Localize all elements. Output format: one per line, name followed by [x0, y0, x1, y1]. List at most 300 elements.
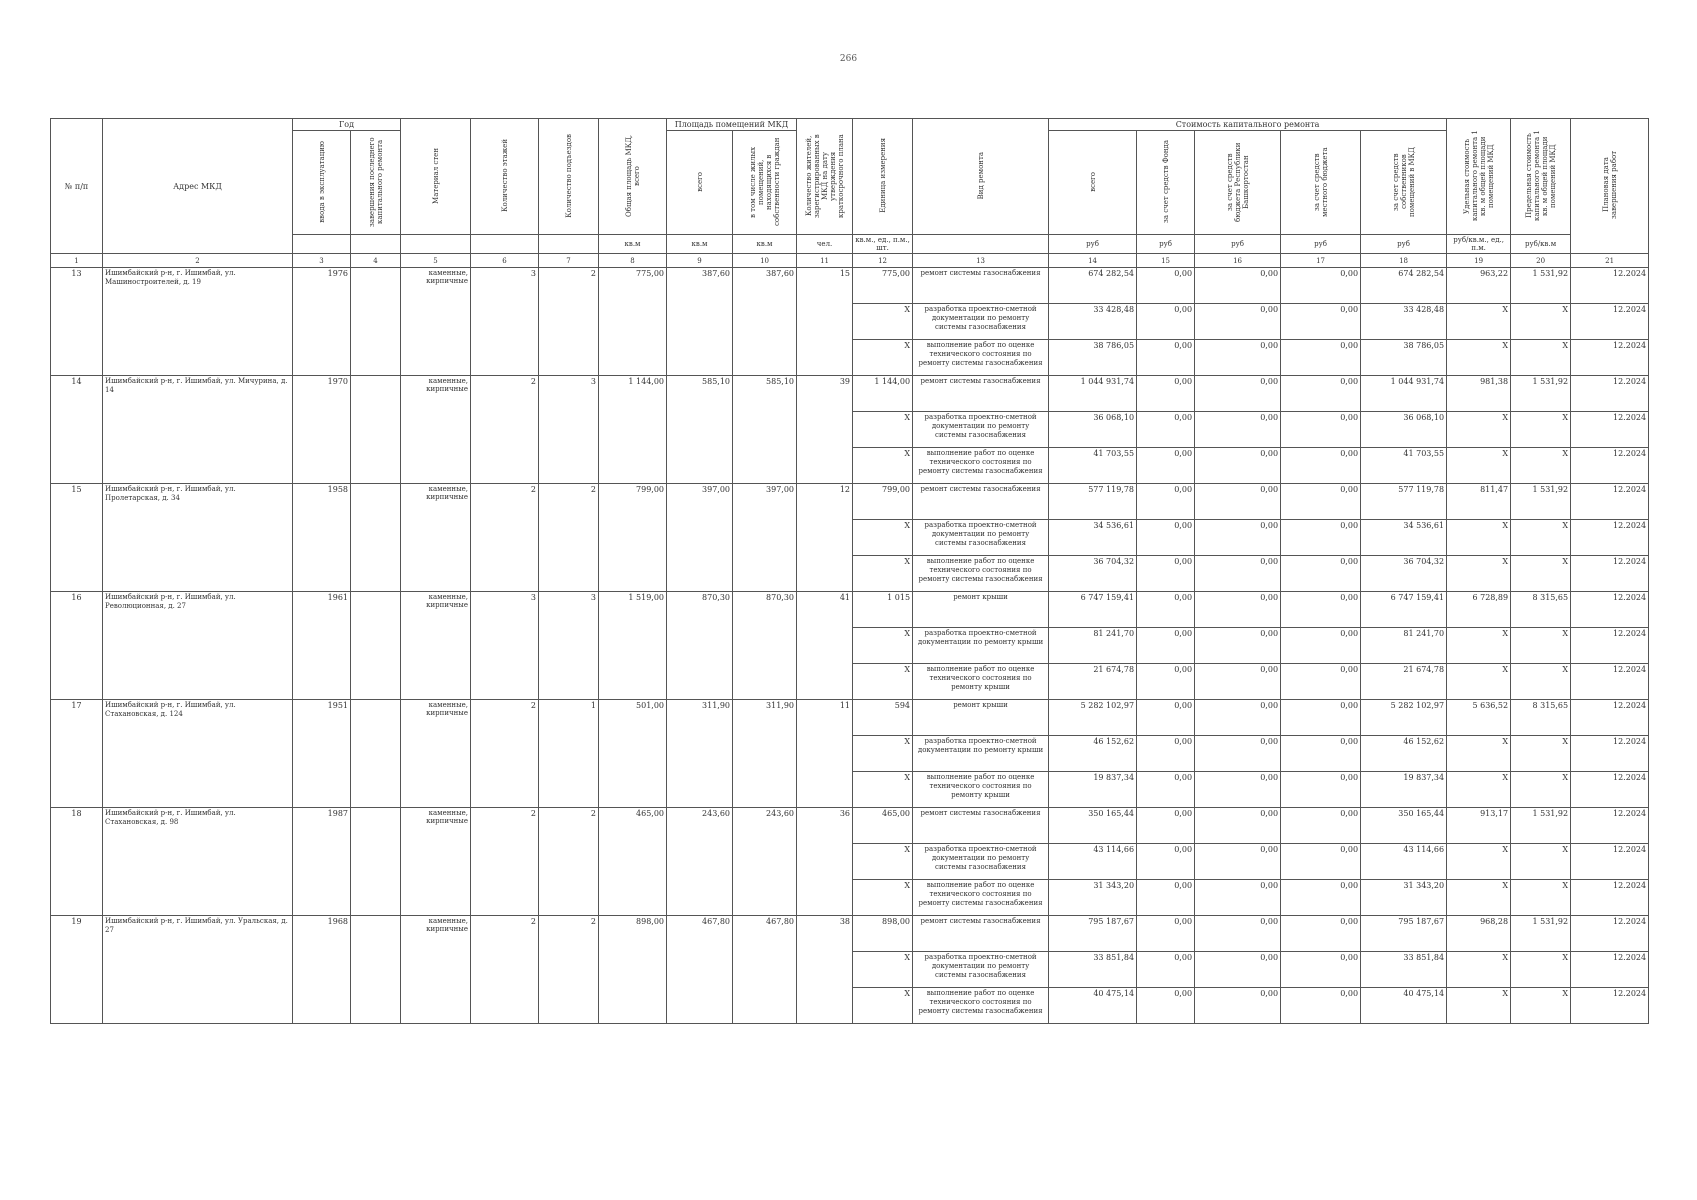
unit-cell: руб/кв.м: [1511, 235, 1571, 254]
row-repair-kind: ремонт системы газоснабжения: [913, 808, 1049, 844]
row-cost-local: 0,00: [1281, 988, 1361, 1024]
row-cost-total: 43 114,66: [1049, 844, 1137, 880]
row-floors: 2: [471, 376, 539, 484]
row-area-all: 870,30: [667, 592, 733, 700]
column-number: 4: [351, 254, 401, 268]
row-last-repair: [351, 484, 401, 592]
row-cost-owners: 1 044 931,74: [1361, 376, 1447, 412]
row-area-all: 467,80: [667, 916, 733, 1024]
row-cost-local: 0,00: [1281, 808, 1361, 844]
header-floors: Количество этажей: [471, 119, 539, 235]
table-body: [51, 268, 1649, 1024]
row-last-repair: [351, 700, 401, 808]
row-area-residential: 585,10: [733, 376, 797, 484]
page-number: 266: [839, 54, 858, 64]
row-unit-cost: X: [1447, 628, 1511, 664]
row-limit-cost: 1 531,92: [1511, 808, 1571, 844]
column-number: 7: [539, 254, 599, 268]
row-number: 18: [51, 808, 103, 916]
unit-cell: чел.: [797, 235, 853, 254]
row-unit-cost: X: [1447, 556, 1511, 592]
column-number: 1: [51, 254, 103, 268]
row-unit-cost: 5 636,52: [1447, 700, 1511, 736]
row-limit-cost: X: [1511, 448, 1571, 484]
row-cost-owners: 795 187,67: [1361, 916, 1447, 952]
row-plan-date: 12.2024: [1571, 736, 1649, 772]
row-area-all: 387,60: [667, 268, 733, 376]
column-number: 15: [1137, 254, 1195, 268]
row-cost-republic: 0,00: [1195, 628, 1281, 664]
column-number: 8: [599, 254, 667, 268]
row-unit: 799,00: [853, 484, 913, 520]
row-unit: 465,00: [853, 808, 913, 844]
row-plan-date: 12.2024: [1571, 448, 1649, 484]
row-unit: X: [853, 412, 913, 448]
row-cost-owners: 21 674,78: [1361, 664, 1447, 700]
row-cost-republic: 0,00: [1195, 808, 1281, 844]
row-unit: 775,00: [853, 268, 913, 304]
table-row: [51, 808, 1649, 844]
row-number: 15: [51, 484, 103, 592]
row-last-repair: [351, 376, 401, 484]
row-cost-local: 0,00: [1281, 340, 1361, 376]
column-number: 17: [1281, 254, 1361, 268]
header-area-residential: в том числе жилых помещений, находящихся в собственности граждан: [733, 131, 797, 235]
row-cost-fund: 0,00: [1137, 448, 1195, 484]
column-number: 12: [853, 254, 913, 268]
header-limit-cost: Предельная стоимость капитального ремонта 1 кв. м общей площади помещений МКД: [1511, 119, 1571, 235]
unit-cell: кв.м: [667, 235, 733, 254]
header-built: ввода в эксплуатацию: [293, 131, 351, 235]
row-limit-cost: 1 531,92: [1511, 376, 1571, 412]
row-unit-cost: X: [1447, 304, 1511, 340]
row-cost-owners: 81 241,70: [1361, 628, 1447, 664]
row-cost-owners: 350 165,44: [1361, 808, 1447, 844]
row-plan-date: 12.2024: [1571, 628, 1649, 664]
row-cost-local: 0,00: [1281, 844, 1361, 880]
row-repair-kind: выполнение работ по оценке технического состояния по ремонту системы газоснабжения: [913, 556, 1049, 592]
row-cost-local: 0,00: [1281, 376, 1361, 412]
header-residents: Количество жителей, зарегистрированных в МКД на дату утверждения краткосрочного плана: [797, 119, 853, 235]
row-cost-owners: 46 152,62: [1361, 736, 1447, 772]
row-unit: 594: [853, 700, 913, 736]
row-residents: 15: [797, 268, 853, 376]
row-unit: X: [853, 880, 913, 916]
header-cost-local: за счет средств местного бюджета: [1281, 131, 1361, 235]
row-repair-kind: разработка проектно-сметной документации по ремонту крыши: [913, 736, 1049, 772]
row-limit-cost: X: [1511, 520, 1571, 556]
row-cost-republic: 0,00: [1195, 664, 1281, 700]
row-year-built: 1958: [293, 484, 351, 592]
row-wall-material: каменные, кирпичные: [401, 268, 471, 376]
header-cost-republic: за счет средств бюджета Республики Башкортостан: [1195, 131, 1281, 235]
row-unit: X: [853, 340, 913, 376]
row-cost-total: 81 241,70: [1049, 628, 1137, 664]
row-cost-republic: 0,00: [1195, 880, 1281, 916]
row-cost-republic: 0,00: [1195, 304, 1281, 340]
row-cost-local: 0,00: [1281, 412, 1361, 448]
column-number: 18: [1361, 254, 1447, 268]
row-cost-republic: 0,00: [1195, 772, 1281, 808]
row-cost-fund: 0,00: [1137, 592, 1195, 628]
row-last-repair: [351, 268, 401, 376]
row-repair-kind: разработка проектно-сметной документации по ремонту крыши: [913, 628, 1049, 664]
table-row: [51, 484, 1649, 520]
row-plan-date: 12.2024: [1571, 520, 1649, 556]
row-cost-total: 5 282 102,97: [1049, 700, 1137, 736]
row-cost-fund: 0,00: [1137, 520, 1195, 556]
unit-cell: [351, 235, 401, 254]
row-repair-kind: ремонт системы газоснабжения: [913, 916, 1049, 952]
row-area-residential: 387,60: [733, 268, 797, 376]
row-year-built: 1976: [293, 268, 351, 376]
row-plan-date: 12.2024: [1571, 916, 1649, 952]
table-row: [51, 376, 1649, 412]
row-cost-owners: 36 704,32: [1361, 556, 1447, 592]
row-limit-cost: X: [1511, 664, 1571, 700]
row-unit: X: [853, 844, 913, 880]
row-wall-material: каменные, кирпичные: [401, 376, 471, 484]
row-cost-total: 577 119,78: [1049, 484, 1137, 520]
row-cost-total: 6 747 159,41: [1049, 592, 1137, 628]
column-number: 11: [797, 254, 853, 268]
row-wall-material: каменные, кирпичные: [401, 484, 471, 592]
header-area-group: Площадь помещений МКД: [667, 119, 797, 131]
row-residents: 38: [797, 916, 853, 1024]
column-number: 20: [1511, 254, 1571, 268]
row-cost-fund: 0,00: [1137, 340, 1195, 376]
row-entrances: 2: [539, 916, 599, 1024]
row-unit-cost: X: [1447, 988, 1511, 1024]
row-unit: X: [853, 304, 913, 340]
row-last-repair: [351, 808, 401, 916]
row-cost-fund: 0,00: [1137, 304, 1195, 340]
row-repair-kind: разработка проектно-сметной документации по ремонту системы газоснабжения: [913, 412, 1049, 448]
column-number: 3: [293, 254, 351, 268]
row-repair-kind: разработка проектно-сметной документации по ремонту системы газоснабжения: [913, 952, 1049, 988]
unit-cell: руб: [1049, 235, 1137, 254]
row-cost-republic: 0,00: [1195, 700, 1281, 736]
row-repair-kind: ремонт системы газоснабжения: [913, 484, 1049, 520]
row-plan-date: 12.2024: [1571, 808, 1649, 844]
row-cost-owners: 34 536,61: [1361, 520, 1447, 556]
row-cost-local: 0,00: [1281, 556, 1361, 592]
header-unit-cost: Удельная стоимость капитального ремонта 1 кв. м общей площади помещений МКД: [1447, 119, 1511, 235]
row-limit-cost: 1 531,92: [1511, 268, 1571, 304]
unit-cell: руб: [1137, 235, 1195, 254]
row-unit: X: [853, 628, 913, 664]
table-row: [51, 700, 1649, 736]
row-plan-date: 12.2024: [1571, 340, 1649, 376]
row-area-all: 243,60: [667, 808, 733, 916]
row-cost-local: 0,00: [1281, 520, 1361, 556]
row-cost-total: 674 282,54: [1049, 268, 1137, 304]
row-number: 17: [51, 700, 103, 808]
row-cost-total: 38 786,05: [1049, 340, 1137, 376]
row-repair-kind: выполнение работ по оценке технического состояния по ремонту системы газоснабжения: [913, 448, 1049, 484]
row-cost-owners: 31 343,20: [1361, 880, 1447, 916]
row-area-total: 501,00: [599, 700, 667, 808]
row-cost-fund: 0,00: [1137, 556, 1195, 592]
row-plan-date: 12.2024: [1571, 844, 1649, 880]
row-limit-cost: X: [1511, 412, 1571, 448]
row-cost-fund: 0,00: [1137, 628, 1195, 664]
row-cost-fund: 0,00: [1137, 772, 1195, 808]
row-cost-total: 36 068,10: [1049, 412, 1137, 448]
row-cost-owners: 40 475,14: [1361, 988, 1447, 1024]
row-area-total: 775,00: [599, 268, 667, 376]
row-residents: 39: [797, 376, 853, 484]
row-cost-owners: 33 851,84: [1361, 952, 1447, 988]
row-plan-date: 12.2024: [1571, 592, 1649, 628]
row-cost-fund: 0,00: [1137, 376, 1195, 412]
row-unit: X: [853, 520, 913, 556]
row-cost-total: 46 152,62: [1049, 736, 1137, 772]
row-last-repair: [351, 592, 401, 700]
row-cost-local: 0,00: [1281, 952, 1361, 988]
row-unit-cost: X: [1447, 520, 1511, 556]
row-cost-owners: 33 428,48: [1361, 304, 1447, 340]
row-repair-kind: разработка проектно-сметной документации по ремонту системы газоснабжения: [913, 304, 1049, 340]
row-year-built: 1987: [293, 808, 351, 916]
row-limit-cost: X: [1511, 952, 1571, 988]
row-last-repair: [351, 916, 401, 1024]
row-repair-kind: ремонт крыши: [913, 592, 1049, 628]
row-cost-republic: 0,00: [1195, 484, 1281, 520]
row-cost-owners: 6 747 159,41: [1361, 592, 1447, 628]
unit-cell: [471, 235, 539, 254]
row-plan-date: 12.2024: [1571, 988, 1649, 1024]
row-cost-local: 0,00: [1281, 664, 1361, 700]
row-floors: 2: [471, 808, 539, 916]
row-limit-cost: 1 531,92: [1511, 484, 1571, 520]
row-cost-total: 36 704,32: [1049, 556, 1137, 592]
row-unit-cost: 6 728,89: [1447, 592, 1511, 628]
row-residents: 36: [797, 808, 853, 916]
row-unit-cost: X: [1447, 448, 1511, 484]
row-cost-owners: 19 837,34: [1361, 772, 1447, 808]
row-cost-local: 0,00: [1281, 448, 1361, 484]
row-number: 13: [51, 268, 103, 376]
row-residents: 12: [797, 484, 853, 592]
column-number: 19: [1447, 254, 1511, 268]
row-unit-cost: X: [1447, 880, 1511, 916]
row-area-total: 1 144,00: [599, 376, 667, 484]
row-cost-fund: 0,00: [1137, 988, 1195, 1024]
row-cost-total: 1 044 931,74: [1049, 376, 1137, 412]
row-address: Ишимбайский р-н, г. Ишимбай, ул. Стахановская, д. 124: [103, 700, 293, 808]
row-unit-cost: X: [1447, 340, 1511, 376]
unit-cell: [401, 235, 471, 254]
row-cost-fund: 0,00: [1137, 664, 1195, 700]
header-last-repair: завершения последнего капитального ремонта: [351, 131, 401, 235]
row-entrances: 2: [539, 268, 599, 376]
row-cost-local: 0,00: [1281, 916, 1361, 952]
row-address: Ишимбайский р-н, г. Ишимбай, ул. Машиностроителей, д. 19: [103, 268, 293, 376]
row-floors: 2: [471, 484, 539, 592]
row-unit-cost: 963,22: [1447, 268, 1511, 304]
row-unit: X: [853, 736, 913, 772]
unit-cell: кв.м: [733, 235, 797, 254]
row-unit: X: [853, 556, 913, 592]
row-repair-kind: выполнение работ по оценке технического состояния по ремонту крыши: [913, 664, 1049, 700]
row-wall-material: каменные, кирпичные: [401, 700, 471, 808]
row-area-total: 465,00: [599, 808, 667, 916]
row-cost-republic: 0,00: [1195, 412, 1281, 448]
row-cost-republic: 0,00: [1195, 844, 1281, 880]
row-cost-local: 0,00: [1281, 700, 1361, 736]
row-cost-fund: 0,00: [1137, 916, 1195, 952]
row-area-residential: 467,80: [733, 916, 797, 1024]
row-cost-fund: 0,00: [1137, 952, 1195, 988]
row-area-total: 898,00: [599, 916, 667, 1024]
row-year-built: 1961: [293, 592, 351, 700]
row-floors: 2: [471, 700, 539, 808]
table-row: [51, 592, 1649, 628]
row-cost-republic: 0,00: [1195, 592, 1281, 628]
row-repair-kind: выполнение работ по оценке технического состояния по ремонту системы газоснабжения: [913, 880, 1049, 916]
row-cost-local: 0,00: [1281, 304, 1361, 340]
column-number: 21: [1571, 254, 1649, 268]
row-cost-owners: 577 119,78: [1361, 484, 1447, 520]
unit-cell: [913, 235, 1049, 254]
row-plan-date: 12.2024: [1571, 376, 1649, 412]
row-year-built: 1968: [293, 916, 351, 1024]
row-cost-owners: 38 786,05: [1361, 340, 1447, 376]
header-unit: Единица измерения: [853, 119, 913, 235]
row-limit-cost: X: [1511, 736, 1571, 772]
unit-cell: руб: [1281, 235, 1361, 254]
column-number: 6: [471, 254, 539, 268]
row-cost-republic: 0,00: [1195, 556, 1281, 592]
capital-repair-table: [50, 118, 1649, 1024]
row-repair-kind: ремонт системы газоснабжения: [913, 376, 1049, 412]
row-residents: 41: [797, 592, 853, 700]
header-area-all: всего: [667, 131, 733, 235]
row-unit-cost: X: [1447, 952, 1511, 988]
row-unit: X: [853, 988, 913, 1024]
row-plan-date: 12.2024: [1571, 304, 1649, 340]
row-plan-date: 12.2024: [1571, 952, 1649, 988]
row-floors: 2: [471, 916, 539, 1024]
row-limit-cost: 8 315,65: [1511, 592, 1571, 628]
row-repair-kind: выполнение работ по оценке технического состояния по ремонту системы газоснабжения: [913, 340, 1049, 376]
unit-cell: кв.м: [599, 235, 667, 254]
row-area-residential: 397,00: [733, 484, 797, 592]
row-area-residential: 243,60: [733, 808, 797, 916]
row-cost-owners: 674 282,54: [1361, 268, 1447, 304]
header-cost-owners: за счет средств собственников помещений в МКД: [1361, 131, 1447, 235]
row-plan-date: 12.2024: [1571, 484, 1649, 520]
row-plan-date: 12.2024: [1571, 700, 1649, 736]
row-cost-fund: 0,00: [1137, 412, 1195, 448]
row-limit-cost: X: [1511, 880, 1571, 916]
row-plan-date: 12.2024: [1571, 772, 1649, 808]
row-unit: X: [853, 952, 913, 988]
row-unit: 1 015: [853, 592, 913, 628]
row-cost-local: 0,00: [1281, 880, 1361, 916]
row-cost-total: 31 343,20: [1049, 880, 1137, 916]
column-number: 16: [1195, 254, 1281, 268]
unit-cell: руб/кв.м., ед., п.м.: [1447, 235, 1511, 254]
header-repair-kind: Вид ремонта: [913, 119, 1049, 235]
row-cost-total: 41 703,55: [1049, 448, 1137, 484]
row-year-built: 1970: [293, 376, 351, 484]
row-wall-material: каменные, кирпичные: [401, 592, 471, 700]
row-area-all: 585,10: [667, 376, 733, 484]
row-entrances: 3: [539, 592, 599, 700]
row-entrances: 2: [539, 808, 599, 916]
row-cost-local: 0,00: [1281, 268, 1361, 304]
header-plan-date: Плановая дата завершения работ: [1571, 119, 1649, 254]
row-cost-total: 19 837,34: [1049, 772, 1137, 808]
header-cost-total: всего: [1049, 131, 1137, 235]
row-repair-kind: разработка проектно-сметной документации по ремонту системы газоснабжения: [913, 520, 1049, 556]
row-limit-cost: X: [1511, 556, 1571, 592]
row-limit-cost: 1 531,92: [1511, 916, 1571, 952]
row-plan-date: 12.2024: [1571, 880, 1649, 916]
row-cost-republic: 0,00: [1195, 340, 1281, 376]
header-cost-group: Стоимость капитального ремонта: [1049, 119, 1447, 131]
row-cost-owners: 43 114,66: [1361, 844, 1447, 880]
row-unit-cost: X: [1447, 736, 1511, 772]
row-unit-cost: 981,38: [1447, 376, 1511, 412]
column-number: 13: [913, 254, 1049, 268]
row-cost-total: 33 428,48: [1049, 304, 1137, 340]
row-cost-fund: 0,00: [1137, 700, 1195, 736]
row-cost-fund: 0,00: [1137, 268, 1195, 304]
row-address: Ишимбайский р-н, г. Ишимбай, ул. Революционная, д. 27: [103, 592, 293, 700]
table-row: [51, 268, 1649, 304]
row-cost-fund: 0,00: [1137, 736, 1195, 772]
row-unit-cost: X: [1447, 772, 1511, 808]
row-limit-cost: X: [1511, 844, 1571, 880]
header-entrances: Количество подъездов: [539, 119, 599, 235]
unit-cell: руб: [1195, 235, 1281, 254]
row-cost-fund: 0,00: [1137, 484, 1195, 520]
row-unit-cost: X: [1447, 412, 1511, 448]
unit-cell: кв.м., ед., п.м., шт.: [853, 235, 913, 254]
row-entrances: 3: [539, 376, 599, 484]
row-cost-republic: 0,00: [1195, 952, 1281, 988]
row-limit-cost: X: [1511, 772, 1571, 808]
row-repair-kind: выполнение работ по оценке технического состояния по ремонту системы газоснабжения: [913, 988, 1049, 1024]
row-limit-cost: X: [1511, 304, 1571, 340]
row-limit-cost: 8 315,65: [1511, 700, 1571, 736]
row-number: 16: [51, 592, 103, 700]
row-entrances: 1: [539, 700, 599, 808]
row-unit-cost: 913,17: [1447, 808, 1511, 844]
column-number: 9: [667, 254, 733, 268]
row-cost-republic: 0,00: [1195, 268, 1281, 304]
header-num: № п/п: [51, 119, 103, 254]
header-address: Адрес МКД: [103, 119, 293, 254]
row-cost-republic: 0,00: [1195, 520, 1281, 556]
unit-cell: [293, 235, 351, 254]
row-repair-kind: разработка проектно-сметной документации по ремонту системы газоснабжения: [913, 844, 1049, 880]
row-cost-total: 21 674,78: [1049, 664, 1137, 700]
row-cost-fund: 0,00: [1137, 808, 1195, 844]
row-unit: X: [853, 664, 913, 700]
row-cost-republic: 0,00: [1195, 736, 1281, 772]
row-cost-fund: 0,00: [1137, 880, 1195, 916]
column-number: 2: [103, 254, 293, 268]
row-number: 14: [51, 376, 103, 484]
row-cost-owners: 41 703,55: [1361, 448, 1447, 484]
row-unit-cost: 968,28: [1447, 916, 1511, 952]
row-area-residential: 311,90: [733, 700, 797, 808]
table-header: [51, 119, 1649, 268]
